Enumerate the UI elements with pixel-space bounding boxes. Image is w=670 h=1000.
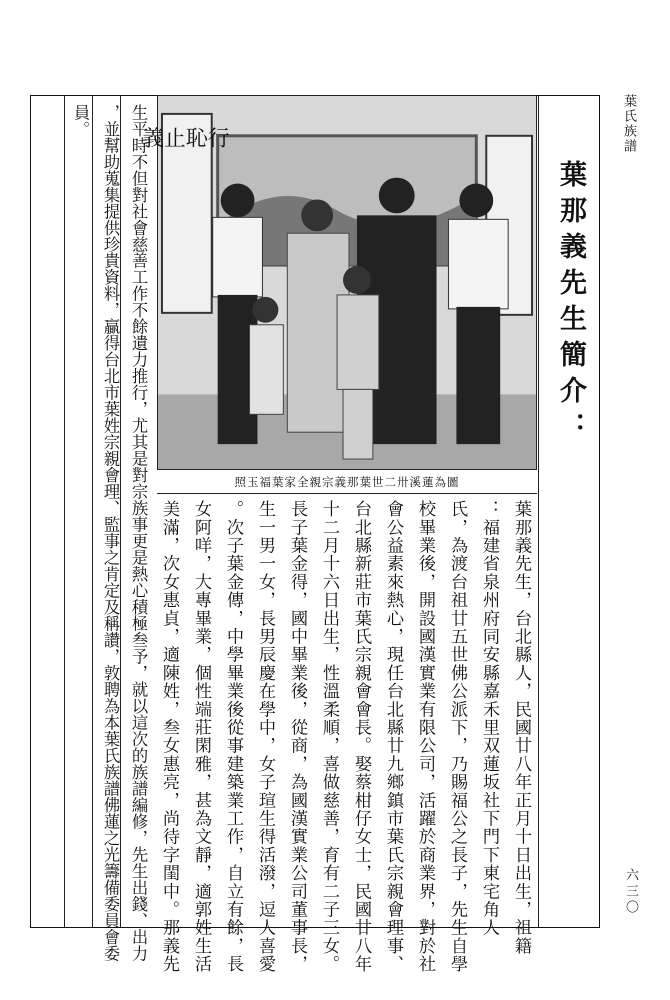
bio-column: ：福建省泉州府同安縣嘉禾里双蓮坂社下門下東宅角人 bbox=[479, 500, 499, 937]
column-rule bbox=[538, 96, 539, 927]
page-title: 葉那義先生簡介： bbox=[555, 160, 586, 448]
running-head: 葉氏族譜 bbox=[621, 94, 636, 154]
scroll-left-text: 義止恥行 bbox=[142, 126, 230, 152]
bio-column: 。次子葉金傳，中學畢業後從事建築業工作，自立有餘，長 bbox=[223, 500, 243, 974]
photo-caption: 照玉福葉家全親宗義那葉世二卅溪蓮為圖 bbox=[157, 471, 537, 494]
bio-column: 美滿，次女惠貞，適陳姓，叁女惠亮，尚待字閨中。那義先 bbox=[159, 500, 179, 974]
bio-column: ，並幫助蒐集提供珍貴資料，贏得台北市葉姓宗親會理、監事之肯定及稱讚，敦聘為本葉氏族譜佛蓮之光籌備委員會委 bbox=[101, 104, 120, 962]
bio-column: 生一男一女，長男辰慶在學中，女子瑄生得活潑，逗人喜愛 bbox=[255, 500, 275, 974]
bio-column: 葉那義先生，台北縣人，民國廿八年正月十日出生，祖籍 bbox=[511, 500, 531, 955]
family-photo-image bbox=[142, 96, 536, 469]
bio-column: 生平時不但對社會慈善工作不餘遺力推行，尤其是對宗族事更是熱心積極叁予，就以這次的族譜編修，先生出錢、出力 bbox=[129, 104, 148, 962]
family-photo bbox=[142, 95, 537, 470]
bio-column: 氏，為渡台祖廿五世佛公派下，乃賜福公之長子，先生自學 bbox=[447, 500, 467, 974]
bio-column: 台北縣新莊市葉氏宗親會會長。娶蔡柑仔女士，民國廿八年 bbox=[351, 500, 371, 974]
column-rule bbox=[92, 96, 93, 927]
page-number: 六三〇 bbox=[623, 868, 638, 916]
bio-column: 十二月十六日出生，性溫柔順，喜做慈善，育有二子三女。 bbox=[319, 500, 339, 974]
bio-column: 會公益素來熱心，現任台北縣廿九鄉鎮市葉氏宗親會理事、 bbox=[383, 500, 403, 974]
column-rule bbox=[64, 96, 65, 927]
bio-column: 長子葉金得，國中畢業後，從商，為國漢實業公司董事長， bbox=[287, 500, 307, 974]
bio-column: 校畢業後，開設國漢實業有限公司，活躍於商業界，對於社 bbox=[415, 500, 435, 974]
bio-column: 員。 bbox=[71, 104, 90, 139]
bio-column: 女阿咩，大專畢業，個性端莊閑雅，甚為文靜，適郭姓生活 bbox=[191, 500, 211, 974]
